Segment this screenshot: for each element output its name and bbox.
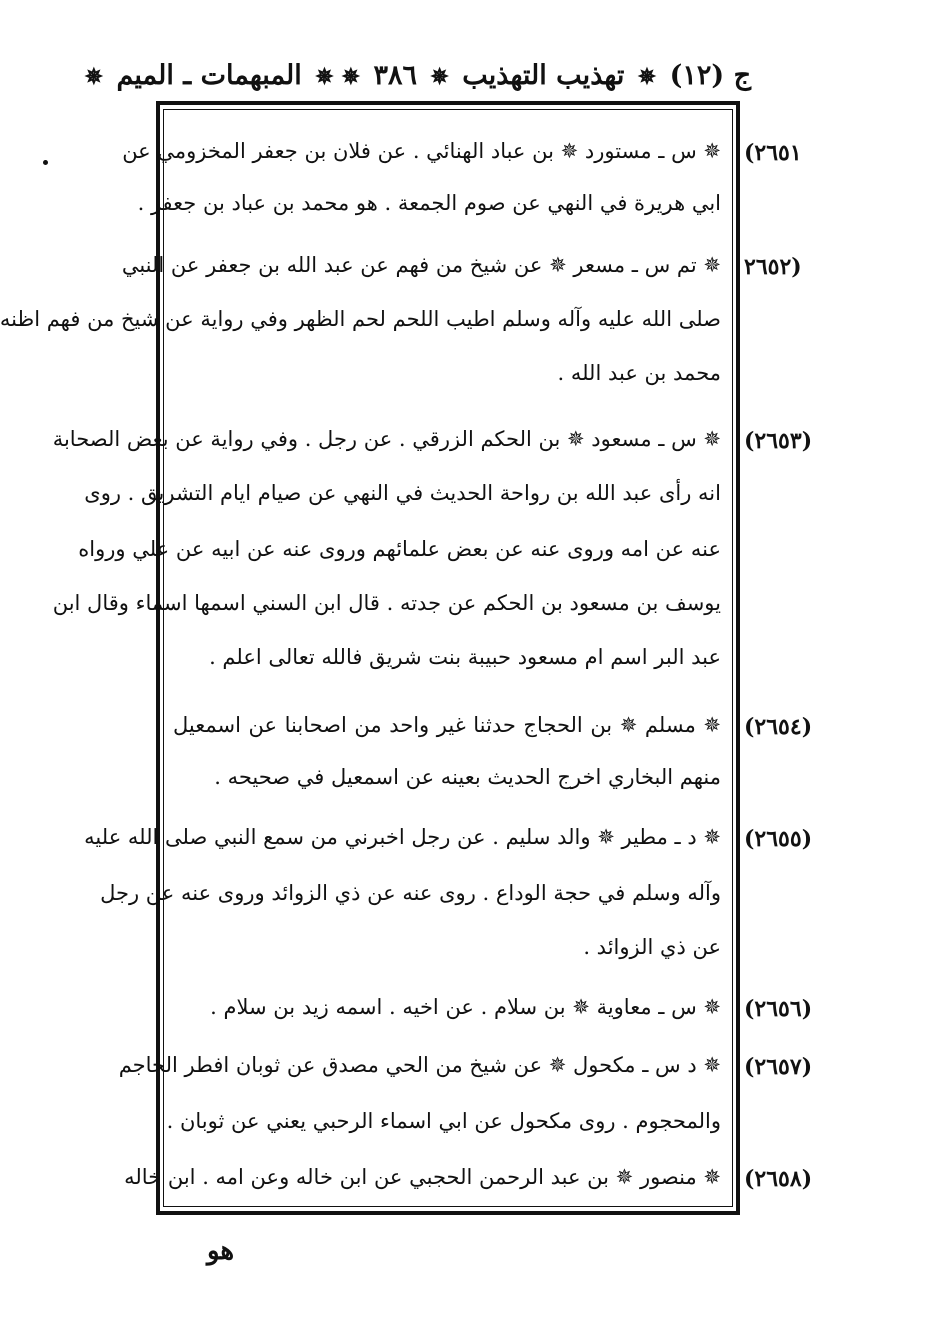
- entry-line: انه رأى عبد الله بن رواحة الحديث في النهي عن صيام ايام التشريق . روى: [84, 481, 721, 505]
- margin-dot: [43, 160, 48, 165]
- catchword: هو: [207, 1236, 235, 1266]
- entry-line: ابي هريرة في النهي عن صوم الجمعة . هو محمد بن عباد بن جعفر .: [137, 191, 721, 215]
- entry-line: عنه عن امه وروى عنه عن بعض علمائهم وروى عنه عن ابيه عن علي ورواه: [78, 537, 721, 561]
- header-section-title: المبهمات ـ الميم: [116, 59, 302, 91]
- entry-line: ✵ د س ـ مكحول ✵ عن شيخ من الحي مصدق عن ثوبان افطر الحاجم: [118, 1053, 721, 1077]
- ornament-icon: ✵: [430, 63, 449, 90]
- entry-line: صلى الله عليه وآله وسلم اطيب اللحم لحم الظهر وفي رواية عن شيخ من فهم اظنه: [0, 307, 721, 331]
- ornament-icon: ✵: [84, 63, 104, 90]
- header-part-label: ج (١٢): [669, 59, 751, 91]
- entry-line: ✵ س ـ مسعود ✵ بن الحكم الزرقي . عن رجل . وفي رواية عن بعض الصحابة: [52, 427, 721, 451]
- entry-line: ✵ س ـ معاوية ✵ بن سلام . عن اخيه . اسمه زيد بن سلام .: [210, 995, 721, 1019]
- header-book-title: تهذيب التهذيب: [462, 59, 625, 91]
- page-header: [84, 52, 751, 98]
- entry-line: وآله وسلم في حجة الوداع . روى عنه عن ذي الزوائد وروى عنه عن رجل: [100, 881, 721, 905]
- entry-line: عبد البر اسم ام مسعود حبيبة بنت شريق فالله تعالى اعلم .: [209, 645, 721, 669]
- entry-number: (٢٦٥٤): [744, 714, 813, 740]
- entry-number: ٢٦٥٢): [744, 254, 802, 280]
- entry-line: ✵ مسلم ✵ بن الحجاج حدثنا غير واحد من اصحابنا عن اسمعيل: [173, 713, 721, 737]
- entry-line: عن ذي الزوائد .: [583, 935, 721, 959]
- entry-line: ✵ د ـ مطير ✵ والد سليم . عن رجل اخبرني من سمع النبي صلى الله عليه: [84, 825, 721, 849]
- entry-number: (٢٦٥٦): [744, 996, 813, 1022]
- ornament-icon: ✵: [637, 63, 657, 90]
- header-part: [338, 60, 751, 91]
- entry-line: محمد بن عبد الله .: [557, 361, 721, 385]
- ornament-icon: ✵: [315, 63, 334, 90]
- entry-line: ✵ س ـ مستورد ✵ بن عباد الهنائي . عن فلان بن جعفر المخزومي عن: [122, 139, 721, 163]
- entry-number: (٢٦٥١: [744, 140, 802, 166]
- entry-line: يوسف بن مسعود بن الحكم عن جدته . قال ابن السني اسمها اسماء وقال ابن: [52, 591, 721, 615]
- entry-line: ✵ منصور ✵ بن عبد الرحمن الحجبي عن ابن خاله وعن امه . ابن خاله: [124, 1165, 721, 1189]
- entry-number: (٢٦٥٨): [744, 1166, 813, 1192]
- entry-number: (٢٦٥٥): [744, 826, 813, 852]
- header-section: [81, 60, 338, 91]
- entry-line: والمحجوم . روى مكحول عن ابي اسماء الرحبي يعني عن ثوبان .: [166, 1109, 721, 1133]
- entry-number: (٢٦٥٧): [744, 1054, 813, 1080]
- entry-line: منهم البخاري اخرج الحديث بعينه عن اسمعيل في صحيحه .: [214, 765, 721, 789]
- entry-line: ✵ تم س ـ مسعر ✵ عن شيخ من فهم عن عبد الله بن جعفر عن النبي: [121, 253, 721, 277]
- entry-number: (٢٦٥٣): [744, 428, 813, 454]
- ornament-icon: ✵: [341, 63, 361, 90]
- page-number: ٣٨٦: [373, 59, 417, 91]
